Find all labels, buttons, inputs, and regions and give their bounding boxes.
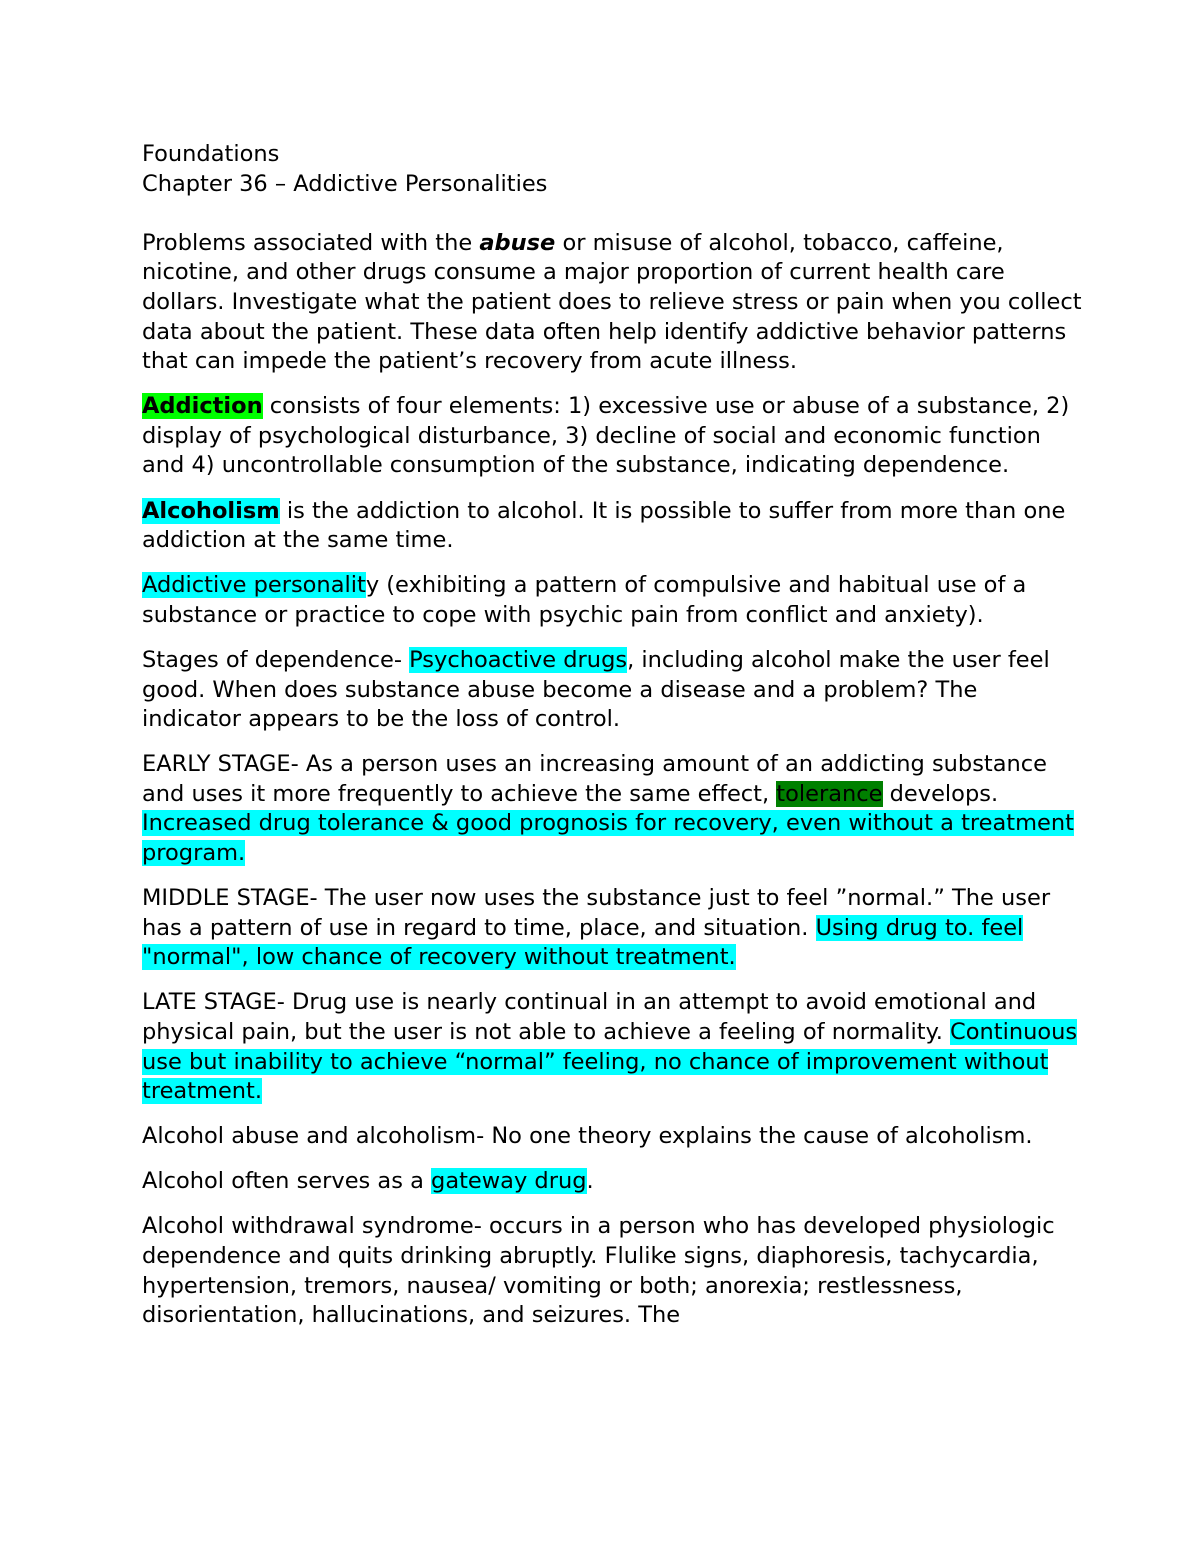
early-stage-highlight: Increased drug tolerance & good prognosis for recovery, even without a treatment program. — [142, 810, 1074, 866]
addiction-paragraph — [142, 392, 1082, 481]
personality-paragraph — [142, 571, 1082, 630]
middle-stage-paragraph — [142, 884, 1082, 973]
early-stage-paragraph — [142, 750, 1082, 868]
abuse-term: abuse — [479, 229, 556, 256]
middle-stage-text: MIDDLE STAGE- The user now uses the substance just to feel ”normal.” The user has a pattern of use in regard to time, place, and situation. — [142, 885, 1051, 941]
stages-paragraph — [142, 646, 1082, 735]
chapter-heading: Chapter 36 – Addictive Personalities — [142, 170, 548, 197]
blank-line — [142, 199, 1082, 229]
gateway-paragraph — [142, 1167, 1082, 1197]
gateway-drug-term: gateway drug — [431, 1168, 587, 1195]
alcoholism-term: Alcoholism — [142, 497, 280, 524]
middle-stage-highlight: Using drug to. feel "normal", low chance of recovery without treatment. — [142, 914, 1024, 971]
stages-text-2: , including alcohol make the user feel good. When does substance abuse become a disease and a problem? The indicator appears to be the loss of control. — [142, 646, 1050, 733]
withdrawal-paragraph: Alcohol withdrawal syndrome- occurs in a person who has developed physiologic dependence and quits drinking abruptly. Flulike signs, diaphoresis, tachycardia, hypertension, tremors, nausea/ vomiting or both; anorexia; restlessness, disorientation, hallucinations, and seizures. The — [142, 1213, 1055, 1329]
intro-text-2: or misuse of alcohol, tobacco, caffeine, nicotine, and other drugs consume a major proportion of current health care dollars. Investigate what the patient does to relieve stress or pain when you collect data about the patient. These data often help identify addictive behavior patterns that can impede the patient’s recovery from acute illness. — [142, 229, 1082, 375]
intro-paragraph — [142, 229, 1082, 377]
gateway-text-2: . — [586, 1168, 594, 1195]
alcoholism-text: is the addiction to alcohol. It is possible to suffer from more than one addiction at the same time. — [142, 497, 1066, 554]
gateway-text-1: Alcohol often serves as a — [142, 1168, 432, 1195]
psychoactive-drugs-term: Psychoactive drugs — [409, 646, 628, 673]
late-stage-text: LATE STAGE- Drug use is nearly continual in an attempt to avoid emotional and physical pain, but the user is not able to achieve a feeling of normality. — [142, 989, 1037, 1045]
addiction-term: Addiction — [142, 393, 263, 420]
intro-text-1: Problems associated with the — [142, 229, 480, 256]
early-stage-text-1: EARLY STAGE- As a person uses an increasing amount of an addicting substance and uses it more frequently to achieve the same effect, — [142, 751, 1048, 807]
personality-text: y (exhibiting a pattern of compulsive and habitual use of a substance or practice to cope with psychic pain from conflict and anxiety). — [142, 572, 1027, 628]
stages-text-1: Stages of dependence- — [142, 646, 410, 673]
document-title: Foundations — [142, 141, 280, 167]
early-stage-text-2: develops. — [882, 780, 999, 807]
addictive-personality-term: Addictive personalit — [142, 572, 366, 599]
alcoholism-paragraph — [142, 497, 1082, 556]
addiction-text: consists of four elements: 1) excessive use or abuse of a substance, 2) display of psychological disturbance, 3) decline of social and economic function and 4) uncontrollable consumption of the substance, indicating dependence. — [142, 393, 1070, 479]
tolerance-term: tolerance — [776, 780, 883, 807]
alcohol-abuse-paragraph: Alcohol abuse and alcoholism- No one theory explains the cause of alcoholism. — [142, 1123, 1033, 1150]
document-page — [142, 140, 1082, 1346]
late-stage-paragraph — [142, 988, 1082, 1106]
late-stage-highlight: Continuous use but inability to achieve “normal” feeling, no chance of improvement without treatment. — [142, 1018, 1078, 1105]
